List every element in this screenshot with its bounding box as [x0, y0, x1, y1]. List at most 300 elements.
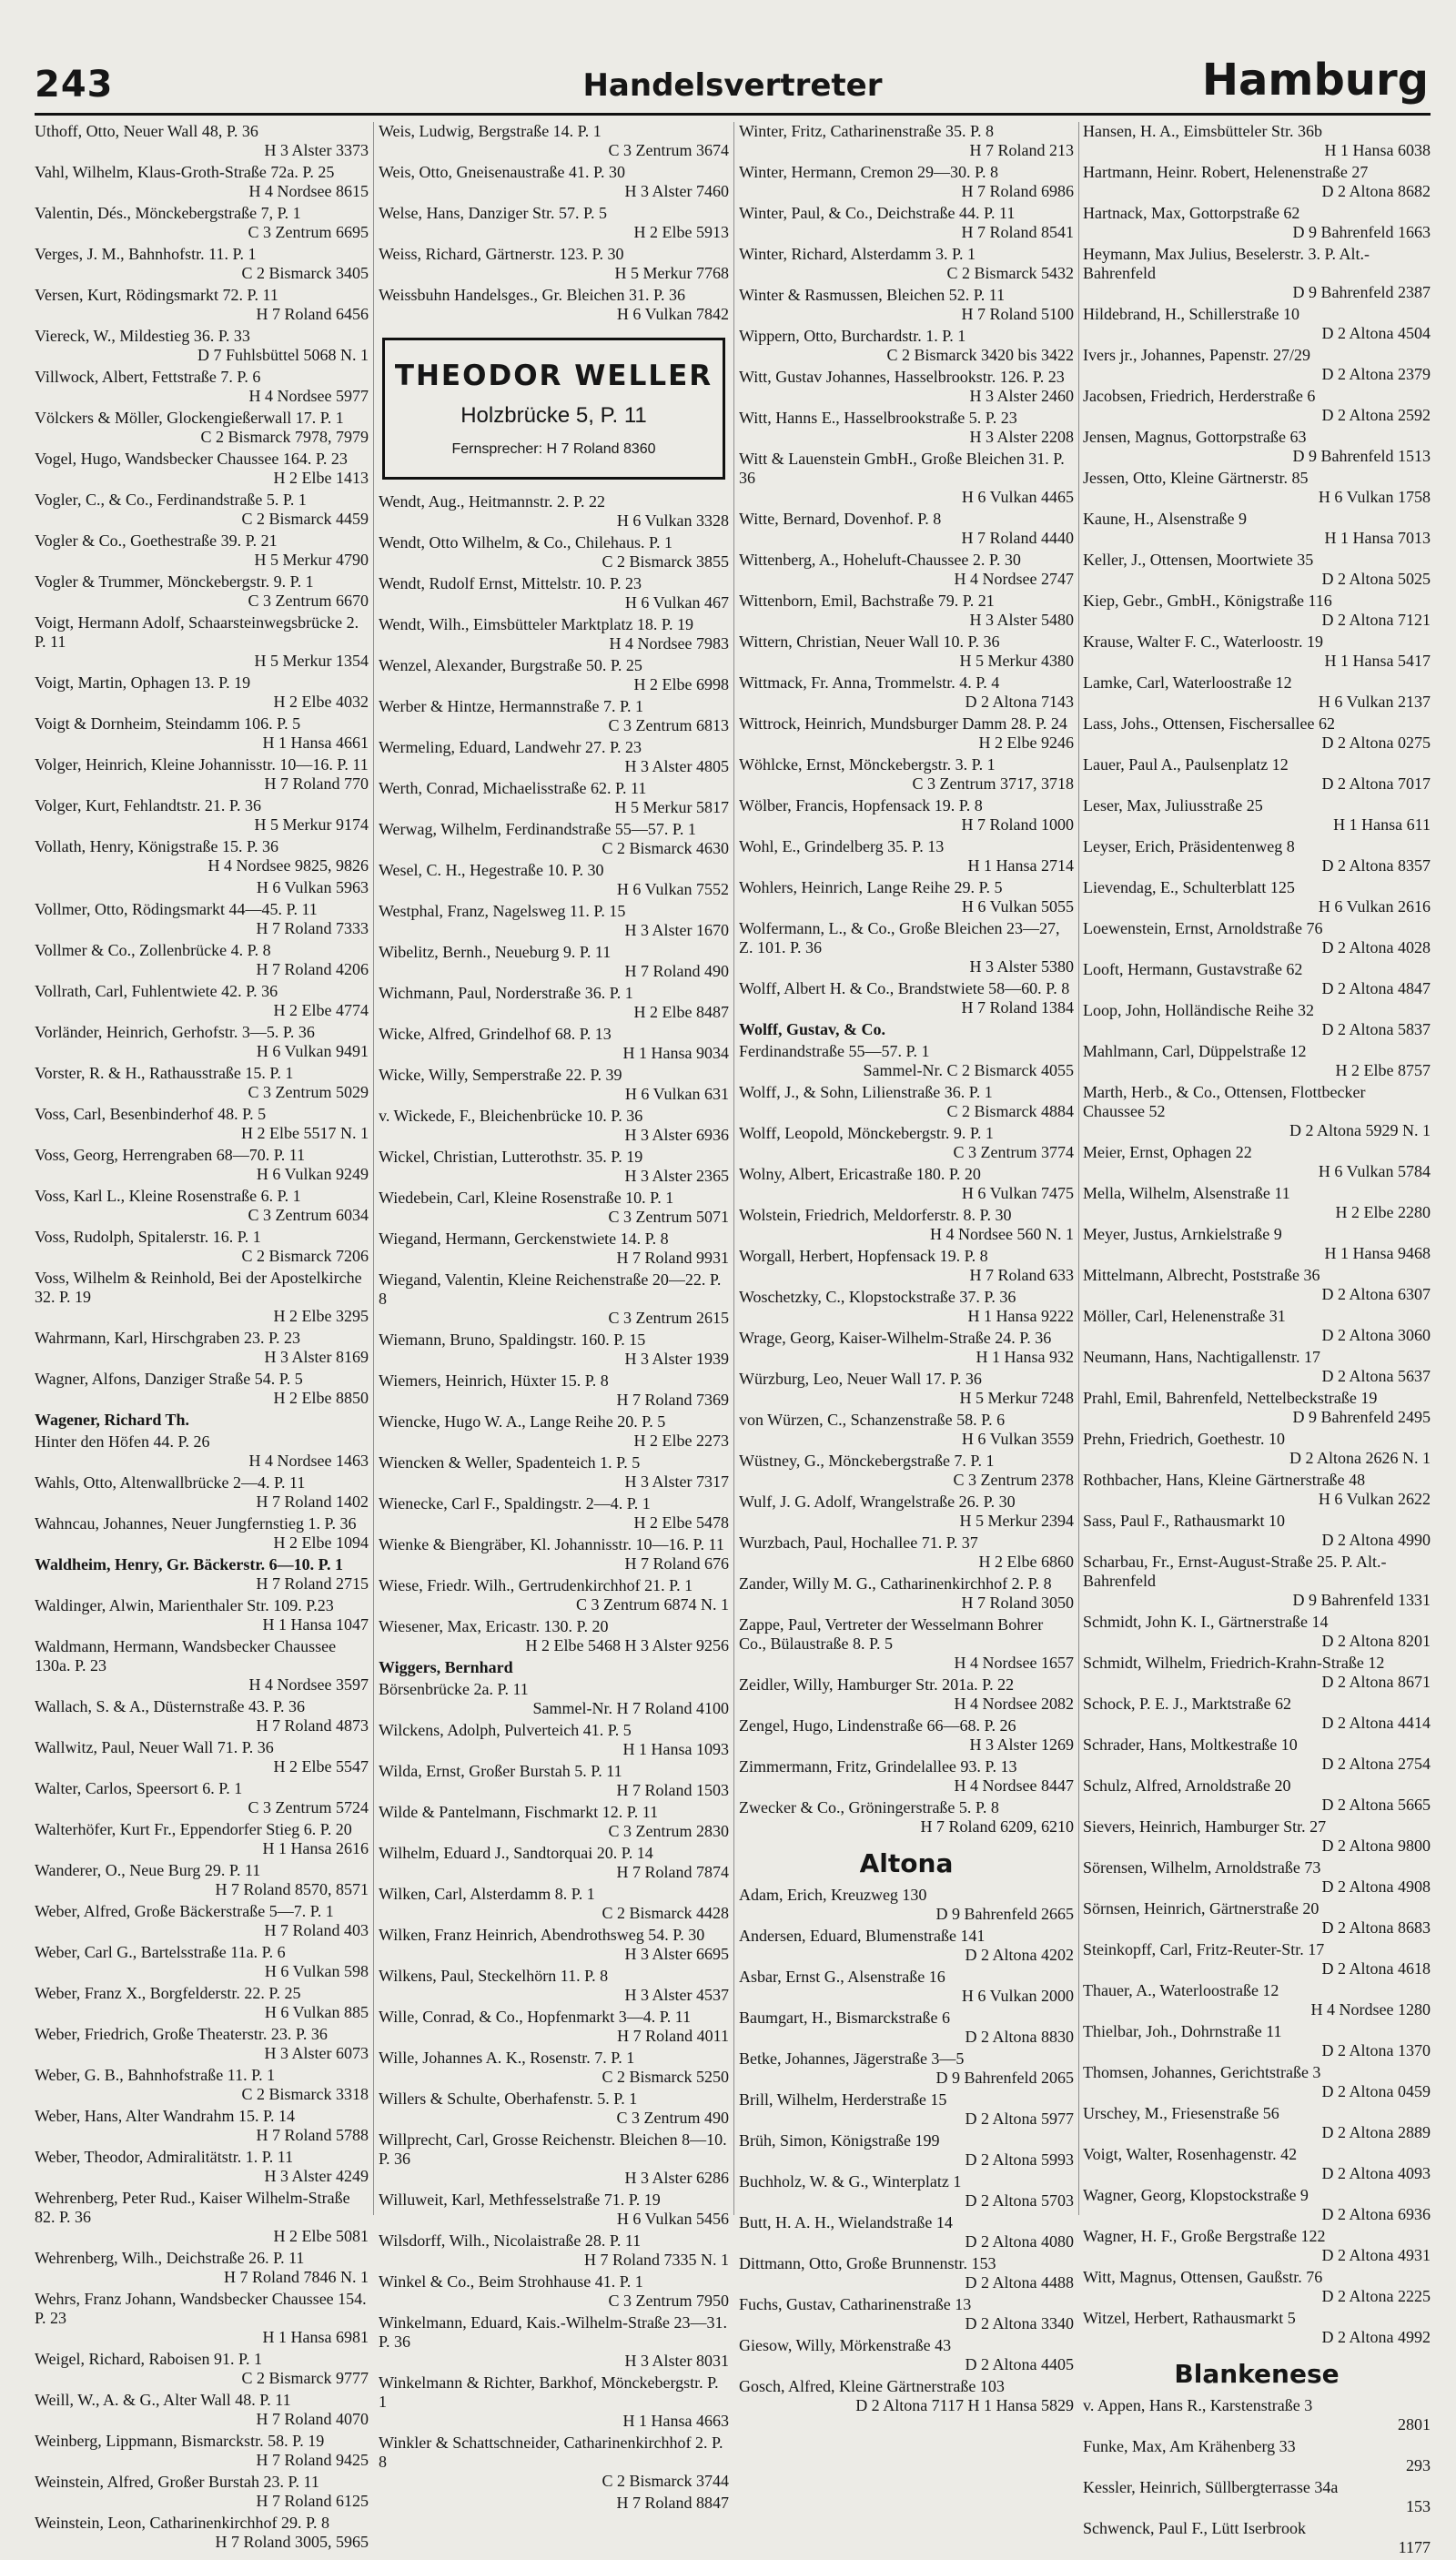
directory-entry — [35, 2066, 369, 2107]
directory-entry — [1083, 837, 1431, 878]
entry-phone: C 2 Bismarck 3318 — [241, 2085, 369, 2103]
directory-entry — [739, 1615, 1074, 1675]
entry-name-address: Wolff, Leopold, Mönckebergstr. 9. P. 1 — [739, 1124, 994, 1142]
column-4 — [1083, 122, 1431, 2556]
entry-name-address: Jensen, Magnus, Gottorpstraße 63 — [1083, 428, 1307, 446]
directory-entry — [379, 697, 729, 738]
directory-entry — [35, 982, 369, 1023]
entry-name-address: Hildebrand, H., Schillerstraße 10 — [1083, 305, 1299, 323]
entry-name-address: Meier, Ernst, Ophagen 22 — [1083, 1143, 1252, 1161]
entry-phone: C 2 Bismarck 3744 — [602, 2472, 729, 2490]
directory-entry — [379, 122, 729, 163]
entry-phone: C 3 Zentrum 6034 — [248, 1206, 369, 1224]
directory-entry — [739, 2295, 1074, 2336]
entry-phone: H 6 Vulkan 2622 — [1318, 1490, 1431, 1508]
directory-entry — [739, 1411, 1074, 1452]
directory-entry — [35, 714, 369, 755]
entry-name-address: Weinstein, Alfred, Großer Burstah 23. P. 11 — [35, 2473, 319, 2491]
entry-phone: H 2 Elbe 8487 — [633, 1003, 729, 1021]
directory-entry — [379, 1107, 729, 1148]
directory-entry — [739, 163, 1074, 204]
directory-entry — [1083, 2104, 1431, 2145]
entry-name-address: Rothbacher, Hans, Kleine Gärtnerstraße 48 — [1083, 1471, 1366, 1489]
directory-entry — [1083, 1348, 1431, 1389]
directory-entry — [739, 368, 1074, 409]
entry-phone: H 7 Roland 9425 — [256, 2451, 369, 2469]
entry-name-address: Wahrmann, Karl, Hirschgraben 23. P. 23 — [35, 1329, 300, 1347]
directory-entry — [1083, 2227, 1431, 2268]
entry-phone: H 2 Elbe 5913 — [633, 223, 729, 241]
entry-phone: D 2 Altona 9800 — [1321, 1837, 1431, 1855]
entry-phone: H 7 Roland 6209, 6210 — [920, 1817, 1074, 1836]
entry-name-address: Hartnack, Max, Gottorpstraße 62 — [1083, 204, 1300, 222]
directory-entry — [35, 1596, 369, 1637]
entry-name-address: Voss, Rudolph, Spitalerstr. 16. P. 1 — [35, 1228, 261, 1246]
entry-name-address: Hansen, H. A., Eimsbütteler Str. 36b — [1083, 122, 1322, 140]
directory-entry — [379, 902, 729, 943]
directory-entry — [1083, 551, 1431, 592]
directory-entry — [35, 2249, 369, 2290]
entry-phone: H 6 Vulkan 5456 — [616, 2210, 729, 2228]
entry-name-address: Wüstney, G., Mönckebergstraße 7. P. 1 — [739, 1452, 995, 1470]
entry-name-address: Vahl, Wilhelm, Klaus-Groth-Straße 72a. P. 25 — [35, 163, 335, 181]
directory-entry — [379, 2313, 729, 2373]
entry-name-address: Wiggers, Bernhard — [379, 1658, 513, 1676]
entry-phone: C 3 Zentrum 5724 — [248, 1798, 369, 1816]
directory-entry — [1083, 1266, 1431, 1307]
entry-name-address: Welse, Hans, Danziger Str. 57. P. 5 — [379, 204, 608, 222]
entry-name-address: Mahlmann, Carl, Düppelstraße 12 — [1083, 1042, 1307, 1060]
directory-entry — [35, 2473, 369, 2514]
entry-phone: H 3 Alster 6936 — [624, 1126, 729, 1144]
directory-entry — [35, 673, 369, 714]
directory-entry — [739, 1492, 1074, 1533]
entry-name-address: Zappe, Paul, Vertreter der Wesselmann Bohrer Co., Bülaustraße 8. P. 5 — [739, 1615, 1044, 1653]
entry-phone: H 7 Roland 7846 N. 1 — [224, 2268, 369, 2286]
entry-name-address: Willers & Schulte, Oberhafenstr. 5. P. 1 — [379, 2089, 638, 2108]
directory-entry — [379, 1371, 729, 1412]
entry-phone: H 7 Roland 7335 N. 1 — [584, 2251, 729, 2269]
entry-name-address: Wehrenberg, Peter Rud., Kaiser Wilhelm-Straße 82. P. 36 — [35, 2189, 350, 2226]
directory-entry — [739, 837, 1074, 878]
directory-entry — [35, 1064, 369, 1105]
entry-phone: C 3 Zentrum 2830 — [608, 1822, 729, 1840]
entry-name-address: Thauer, A., Waterloostraße 12 — [1083, 1981, 1279, 1999]
entry-phone: D 2 Altona 2626 N. 1 — [1289, 1449, 1431, 1467]
directory-entry — [35, 1861, 369, 1902]
entry-name-address: Wolff, J., & Sohn, Lilienstraße 36. P. 1 — [739, 1083, 993, 1101]
directory-entry — [739, 2009, 1074, 2049]
entry-phone: H 3 Alster 5380 — [969, 957, 1074, 976]
directory-entry — [1083, 204, 1431, 245]
entry-phone: C 3 Zentrum 6874 N. 1 — [576, 1595, 729, 1614]
entry-name-address: Uthoff, Otto, Neuer Wall 48, P. 36 — [35, 122, 258, 140]
entry-name-address: Vogel, Hugo, Wandsbecker Chaussee 164. P. 23 — [35, 450, 348, 468]
entry-phone: D 2 Altona 4990 — [1321, 1531, 1431, 1549]
directory-entry — [35, 1943, 369, 1984]
entry-phone: H 6 Vulkan 598 — [264, 1962, 369, 1980]
entry-phone: H 3 Alster 1670 — [624, 921, 729, 939]
entry-phone: D 2 Altona 2379 — [1321, 365, 1431, 383]
entry-name-address: Versen, Kurt, Rödingsmarkt 72. P. 11 — [35, 286, 278, 304]
entry-phone: D 9 Bahrenfeld 1663 — [1292, 223, 1431, 241]
entry-phone: C 2 Bismarck 7978, 7979 — [200, 428, 369, 446]
entry-phone: C 2 Bismarck 5250 — [602, 2068, 729, 2086]
entry-phone: D 2 Altona 4931 — [1321, 2246, 1431, 2264]
entry-phone: H 3 Alster 2460 — [969, 387, 1074, 405]
entry-phone: H 5 Merkur 2394 — [959, 1512, 1074, 1530]
directory-entry — [35, 122, 369, 163]
directory-entry — [739, 979, 1074, 1020]
directory-entry — [35, 368, 369, 409]
directory-entry — [35, 327, 369, 368]
entry-phone: H 7 Roland 4070 — [256, 2410, 369, 2428]
entry-phone: D 2 Altona 4080 — [965, 2232, 1074, 2251]
entry-name-address: Winter & Rasmussen, Bleichen 52. P. 11 — [739, 286, 1006, 304]
directory-entry — [739, 919, 1074, 979]
entry-name-address: Winkelmann, Eduard, Kais.-Wilhelm-Straße 23—31. P. 36 — [379, 2313, 727, 2351]
entry-name-address: Looft, Hermann, Gustavstraße 62 — [1083, 960, 1303, 978]
entry-phone: D 2 Altona 4992 — [1321, 2328, 1431, 2346]
entry-name-address: Sörensen, Wilhelm, Arnoldstraße 73 — [1083, 1858, 1321, 1877]
entry-phone: C 2 Bismarck 3405 — [241, 264, 369, 282]
directory-entry — [739, 1886, 1074, 1927]
entry-phone: C 3 Zentrum 6670 — [248, 592, 369, 610]
directory-entry — [1083, 1553, 1431, 1613]
entry-name-address: Zeidler, Willy, Hamburger Str. 201a. P. 22 — [739, 1675, 1015, 1694]
entry-name-address: Steinkopff, Carl, Fritz-Reuter-Str. 17 — [1083, 1940, 1325, 1958]
entry-phone: H 4 Nordsee 2082 — [954, 1695, 1074, 1713]
directory-entry — [35, 1637, 369, 1697]
directory-entry — [379, 1926, 729, 1967]
directory-entry — [379, 533, 729, 574]
entry-phone: D 9 Bahrenfeld 2495 — [1292, 1408, 1431, 1426]
directory-entry — [1083, 1389, 1431, 1430]
directory-entry — [379, 861, 729, 902]
entry-name-address: Heymann, Max Julius, Beselerstr. 3. P. Alt.-Bahrenfeld — [1083, 245, 1370, 282]
directory-entry — [1083, 469, 1431, 510]
entry-phone: H 2 Elbe 2273 — [633, 1432, 729, 1450]
directory-entry — [739, 673, 1074, 714]
entry-name-address: Worgall, Herbert, Hopfensack 19. P. 8 — [739, 1247, 988, 1265]
entry-phone: H 1 Hansa 7013 — [1324, 529, 1431, 547]
entry-phone: D 9 Bahrenfeld 1331 — [1292, 1591, 1431, 1609]
directory-entry — [35, 2148, 369, 2189]
entry-phone: H 3 Alster 4805 — [624, 757, 729, 775]
entry-name-address: Weigel, Richard, Raboisen 91. P. 1 — [35, 2350, 263, 2368]
directory-entry — [1083, 592, 1431, 632]
entry-phone: 2801 — [1398, 2415, 1431, 2434]
entry-phone: D 2 Altona 8201 — [1321, 1632, 1431, 1650]
directory-entry — [379, 1617, 729, 1658]
entry-name-address: Wittmack, Fr. Anna, Trommelstr. 4. P. 4 — [739, 673, 1000, 692]
entry-name-address: Wanderer, O., Neue Burg 29. P. 11 — [35, 1861, 261, 1879]
entry-phone: H 7 Roland 5100 — [961, 305, 1074, 323]
entry-phone: H 4 Nordsee 8615 — [248, 182, 369, 200]
entry-phone: D 2 Altona 8830 — [965, 2028, 1074, 2046]
directory-entry — [739, 878, 1074, 919]
column-divider — [373, 122, 374, 2215]
entry-phone: H 6 Vulkan 3559 — [961, 1430, 1074, 1448]
directory-entry — [35, 2432, 369, 2473]
entry-phone: H 4 Nordsee 5977 — [248, 387, 369, 405]
directory-entry — [35, 2290, 369, 2350]
entry-phone: H 6 Vulkan 3328 — [616, 511, 729, 530]
entry-phone: H 7 Roland 6125 — [256, 2492, 369, 2510]
directory-entry — [379, 1331, 729, 1371]
entry-phone: Sammel-Nr. C 2 Bismarck 4055 — [863, 1061, 1074, 1079]
entry-phone: H 1 Hansa 9222 — [967, 1307, 1074, 1325]
entry-phone: H 7 Roland 6456 — [256, 305, 369, 323]
entry-name-address: Wilkens, Paul, Steckelhörn 11. P. 8 — [379, 1967, 609, 1985]
directory-entry — [1083, 960, 1431, 1001]
entry-phone: H 7 Roland 1503 — [616, 1781, 729, 1799]
entry-phone: D 2 Altona 4414 — [1321, 1714, 1431, 1732]
entry-phone: H 2 Elbe 5478 — [633, 1513, 729, 1532]
entry-phone: H 7 Roland 2715 — [256, 1574, 369, 1593]
directory-entry — [35, 450, 369, 491]
directory-entry — [1083, 1735, 1431, 1776]
entry-phone: D 9 Bahrenfeld 2665 — [935, 1905, 1074, 1923]
entry-phone: H 7 Roland 3005, 5965 — [215, 2533, 369, 2551]
entry-phone: H 6 Vulkan 631 — [624, 1085, 729, 1103]
directory-entry — [379, 1967, 729, 2008]
entry-phone: C 2 Bismarck 4459 — [241, 510, 369, 528]
entry-name-address: Leser, Max, Juliusstraße 25 — [1083, 796, 1263, 815]
entry-phone: D 2 Altona 4488 — [965, 2273, 1074, 2292]
directory-entry — [1083, 1981, 1431, 2022]
entry-name-address: Giesow, Willy, Mörkenstraße 43 — [739, 2336, 952, 2354]
entry-name-address: Betke, Johannes, Jägerstraße 3—5 — [739, 2049, 965, 2068]
directory-entry — [739, 755, 1074, 796]
entry-name-address: Voss, Georg, Herrengraben 68—70. P. 11 — [35, 1146, 306, 1164]
entry-name-address: Prehn, Friedrich, Goethestr. 10 — [1083, 1430, 1285, 1448]
directory-entry — [35, 1023, 369, 1064]
entry-name-address: Neumann, Hans, Nachtigallenstr. 17 — [1083, 1348, 1320, 1366]
entry-phone: H 7 Roland 633 — [969, 1266, 1074, 1284]
entry-name-address: Weber, Theodor, Admiralitätstr. 1. P. 11 — [35, 2148, 294, 2166]
directory-entry — [35, 1146, 369, 1187]
directory-entry — [35, 1187, 369, 1228]
entry-phone: H 6 Vulkan 9491 — [256, 1042, 369, 1060]
directory-entry — [739, 204, 1074, 245]
entry-name-address: Westphal, Franz, Nagelsweg 11. P. 15 — [379, 902, 626, 920]
entry-phone: D 2 Altona 0459 — [1321, 2082, 1431, 2100]
entry-phone: H 2 Elbe 6860 — [978, 1553, 1074, 1571]
directory-entry — [379, 615, 729, 656]
entry-phone: H 7 Roland 4206 — [256, 960, 369, 978]
entry-phone: C 2 Bismarck 4428 — [602, 1904, 729, 1922]
directory-entry — [739, 2090, 1074, 2131]
entry-name-address: Loop, John, Holländische Reihe 32 — [1083, 1001, 1314, 1019]
directory-entry — [739, 245, 1074, 286]
entry-phone: H 7 Roland 213 — [969, 141, 1074, 159]
entry-phone: H 2 Elbe 2280 — [1335, 1203, 1431, 1221]
entry-name-address: Kaune, H., Alsenstraße 9 — [1083, 510, 1247, 528]
entry-name-address: Wolff, Albert H. & Co., Brandstwiete 58—60. P. 8 — [739, 979, 1070, 997]
entry-name-address: Dittmann, Otto, Große Brunnenstr. 153 — [739, 2254, 996, 2272]
entry-name-address: Wiencke, Hugo W. A., Lange Reihe 20. P. 5 — [379, 1412, 666, 1431]
column-2 — [379, 122, 729, 2512]
entry-phone: H 7 Roland 9931 — [616, 1249, 729, 1267]
entry-phone: H 6 Vulkan 885 — [264, 2003, 369, 2021]
entry-phone: D 2 Altona 7117 H 1 Hansa 5829 — [855, 2396, 1074, 2414]
directory-entry — [739, 2172, 1074, 2213]
entry-phone: C 2 Bismarck 3855 — [602, 552, 729, 571]
directory-entry — [35, 2391, 369, 2432]
entry-name-address: Buchholz, W. & G., Winterplatz 1 — [739, 2172, 962, 2191]
entry-phone: D 2 Altona 5837 — [1321, 1020, 1431, 1038]
entry-name-address: Voigt, Martin, Ophagen 13. P. 19 — [35, 673, 251, 692]
directory-entry — [35, 1738, 369, 1779]
entry-name-address: Brüh, Simon, Königstraße 199 — [739, 2131, 940, 2150]
entry-name-address: Wille, Johannes A. K., Rosenstr. 7. P. 1 — [379, 2049, 635, 2067]
entry-name-address: Wahls, Otto, Altenwallbrücke 2—4. P. 11 — [35, 1473, 306, 1492]
entry-phone: D 2 Altona 4405 — [965, 2355, 1074, 2373]
directory-entry — [739, 1165, 1074, 1206]
entry-phone: 1177 — [1398, 2538, 1431, 2556]
entry-phone: D 2 Altona 4093 — [1321, 2164, 1431, 2182]
entry-name-address: Keller, J., Ottensen, Moortwiete 35 — [1083, 551, 1314, 569]
entry-name-address: Volger, Heinrich, Kleine Johannisstr. 10—16. P. 11 — [35, 755, 369, 774]
directory-entry — [1083, 1654, 1431, 1695]
directory-entry — [35, 941, 369, 982]
entry-phone: H 7 Roland 4011 — [617, 2027, 729, 2045]
entry-phone: D 2 Altona 4202 — [965, 1946, 1074, 1964]
entry-phone: H 3 Alster 8031 — [624, 2352, 729, 2370]
directory-entry — [35, 1555, 369, 1596]
directory-entry — [1083, 1042, 1431, 1083]
directory-entry — [1083, 2022, 1431, 2063]
directory-entry — [35, 613, 369, 673]
entry-name-address: Baumgart, H., Bismarckstraße 6 — [739, 2009, 950, 2027]
directory-entry — [1083, 245, 1431, 305]
entry-name-address: v. Wickede, F., Bleichenbrücke 10. P. 36 — [379, 1107, 643, 1125]
entry-name-address: Wurzbach, Paul, Hochallee 71. P. 37 — [739, 1533, 978, 1552]
directory-entry — [35, 1473, 369, 1514]
entry-name-address: Wahncau, Johannes, Neuer Jungfernstieg 1. P. 36 — [35, 1514, 357, 1533]
entry-name-address: Wilhelm, Eduard J., Sandtorquai 20. P. 14 — [379, 1844, 653, 1862]
entry-name-address: Zwecker & Co., Gröningerstraße 5. P. 8 — [739, 1798, 999, 1816]
directory-entry — [35, 1820, 369, 1861]
entry-name-address: Schwenck, Paul F., Lütt Iserbrook — [1083, 2519, 1307, 2537]
directory-entry — [1083, 2063, 1431, 2104]
entry-phone: H 7 Roland 4873 — [256, 1716, 369, 1735]
entry-name-address: Vollmer, Otto, Rödingsmarkt 44—45. P. 11 — [35, 900, 318, 918]
entry-phone: H 1 Hansa 1093 — [622, 1740, 729, 1758]
entry-phone: H 1 Hansa 932 — [976, 1348, 1074, 1366]
entry-name-address: Wiedebein, Carl, Kleine Rosenstraße 10. P. 1 — [379, 1189, 674, 1207]
entry-phone: D 2 Altona 7121 — [1321, 611, 1431, 629]
directory-entry — [1083, 919, 1431, 960]
directory-entry — [1083, 878, 1431, 919]
entry-name-address: Wagner, Georg, Klopstockstraße 9 — [1083, 2186, 1309, 2204]
entry-phone: C 3 Zentrum 5071 — [608, 1208, 729, 1226]
directory-entry — [739, 1574, 1074, 1615]
entry-name-address: Volger, Kurt, Fehlandtstr. 21. P. 36 — [35, 796, 261, 815]
entry-phone: C 2 Bismarck 7206 — [241, 1247, 369, 1265]
directory-entry — [379, 1453, 729, 1494]
entry-phone: H 1 Hansa 2714 — [967, 856, 1074, 875]
entry-phone: H 7 Roland 7369 — [616, 1391, 729, 1409]
directory-entry — [1083, 510, 1431, 551]
entry-phone: H 7 Roland 7333 — [256, 919, 369, 937]
directory-entry — [739, 714, 1074, 755]
entry-phone: H 1 Hansa 6038 — [1324, 141, 1431, 159]
directory-entry — [35, 1432, 369, 1473]
entry-phone: D 2 Altona 2889 — [1321, 2123, 1431, 2141]
directory-entry — [1083, 796, 1431, 837]
directory-entry — [739, 510, 1074, 551]
entry-phone: D 2 Altona 8683 — [1321, 1918, 1431, 1937]
entry-name-address: Krause, Walter F. C., Waterloostr. 19 — [1083, 632, 1323, 651]
directory-entry — [739, 450, 1074, 510]
directory-entry — [379, 2089, 729, 2130]
entry-phone: D 2 Altona 8682 — [1321, 182, 1431, 200]
entry-phone: H 6 Vulkan 467 — [624, 593, 729, 612]
entry-name-address: Wallwitz, Paul, Neuer Wall 71. P. 36 — [35, 1738, 274, 1756]
entry-phone: D 2 Altona 1370 — [1321, 2041, 1431, 2059]
entry-name-address: Wittern, Christian, Neuer Wall 10. P. 36 — [739, 632, 1000, 651]
directory-entry — [35, 1514, 369, 1555]
entry-name-address: Sörnsen, Heinrich, Gärtnerstraße 20 — [1083, 1899, 1320, 1917]
entry-name-address: Wittenberg, A., Hoheluft-Chaussee 2. P. 30 — [739, 551, 1021, 569]
entry-name-address: Marth, Herb., & Co., Ottensen, Flottbecker Chaussee 52 — [1083, 1083, 1366, 1120]
entry-phone: H 3 Alster 4537 — [624, 1986, 729, 2004]
entry-name-address: Vorster, R. & H., Rathausstraße 15. P. 1 — [35, 1064, 294, 1082]
entry-phone: D 2 Altona 5025 — [1321, 570, 1431, 588]
entry-name-address: Ferdinandstraße 55—57. P. 1 — [739, 1042, 930, 1060]
directory-entry — [739, 1968, 1074, 2009]
entry-name-address: Winkler & Schattschneider, Catharinenkirchhof 2. P. 8 — [379, 2434, 723, 2471]
directory-entry — [739, 1675, 1074, 1716]
entry-name-address: Zengel, Hugo, Lindenstraße 66—68. P. 26 — [739, 1716, 1016, 1735]
entry-name-address: Schock, P. E. J., Marktstraße 62 — [1083, 1695, 1291, 1713]
directory-entry — [379, 2049, 729, 2089]
directory-entry — [379, 2008, 729, 2049]
entry-phone: D 9 Bahrenfeld 1513 — [1292, 447, 1431, 465]
directory-entry — [379, 2272, 729, 2313]
entry-name-address: Völckers & Möller, Glockengießerwall 17. P. 1 — [35, 409, 344, 427]
entry-phone: H 7 Roland 5788 — [256, 2126, 369, 2144]
directory-entry — [379, 779, 729, 820]
entry-name-address: Winkelmann & Richter, Barkhof, Mönckebergstr. P. 1 — [379, 2373, 719, 2411]
entry-phone: H 3 Alster 2365 — [624, 1167, 729, 1185]
entry-phone: C 3 Zentrum 6695 — [248, 223, 369, 241]
directory-entry — [1083, 1695, 1431, 1735]
entry-name-address: Thielbar, Joh., Dohrnstraße 11 — [1083, 2022, 1282, 2040]
entry-phone: H 7 Roland 8541 — [961, 223, 1074, 241]
directory-entry — [1083, 2309, 1431, 2350]
entry-name-address: Wiegand, Valentin, Kleine Reichenstraße 20—22. P. 8 — [379, 1270, 722, 1308]
entry-phone: H 2 Elbe 3295 — [273, 1307, 369, 1325]
entry-name-address: Weinberg, Lippmann, Bismarckstr. 58. P. 19 — [35, 2432, 325, 2450]
entry-phone: D 2 Altona 5665 — [1321, 1796, 1431, 1814]
entry-phone: H 5 Merkur 7768 — [614, 264, 729, 282]
entry-name-address: Wittrock, Heinrich, Mundsburger Damm 28. P. 24 — [739, 714, 1067, 733]
directory-entry — [379, 1066, 729, 1107]
entry-name-address: Wicke, Alfred, Grindelhof 68. P. 13 — [379, 1025, 612, 1043]
entry-phone: H 2 Elbe 1094 — [273, 1533, 369, 1552]
entry-name-address: Wille, Conrad, & Co., Hopfenmarkt 3—4. P. 11 — [379, 2008, 692, 2026]
entry-phone: D 2 Altona 4618 — [1321, 1959, 1431, 1978]
directory-entry — [379, 2373, 729, 2434]
entry-phone: H 6 Vulkan 5963 — [256, 878, 369, 896]
directory-entry — [379, 943, 729, 984]
directory-entry — [739, 2254, 1074, 2295]
entry-name-address: Jacobsen, Friedrich, Herderstraße 6 — [1083, 387, 1316, 405]
entry-phone: C 2 Bismarck 4884 — [946, 1102, 1074, 1120]
